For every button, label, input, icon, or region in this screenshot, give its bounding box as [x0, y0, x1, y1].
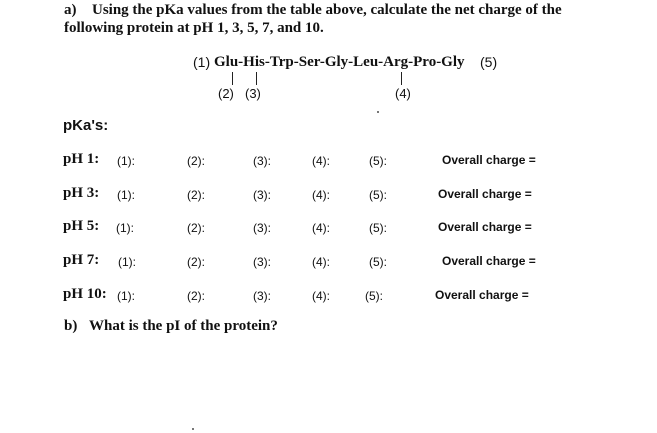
- pka-cell: (4):: [312, 188, 330, 202]
- overall-charge-label: Overall charge =: [442, 254, 536, 268]
- pka-heading: pKa's:: [63, 117, 109, 134]
- peptide-n-terminus-marker: (1): [193, 54, 211, 70]
- pka-cell: (3):: [253, 221, 271, 235]
- question-a-line1: Using the pKa values from the table above, calculate the net charge of the: [92, 2, 562, 18]
- arg-side-chain-tick: [401, 72, 402, 85]
- question-b-text: What is the pI of the protein?: [89, 318, 278, 334]
- pka-cell: (1):: [117, 154, 135, 168]
- pka-cell: (2):: [187, 255, 205, 269]
- peptide-c-terminus-marker: (5): [480, 54, 498, 70]
- stray-dot-bottom: [192, 428, 194, 430]
- side-chain-marker-2: (2): [218, 86, 234, 101]
- pka-cell: (5):: [369, 255, 387, 269]
- question-a-label: a): [64, 2, 77, 18]
- question-a-line2: following protein at pH 1, 3, 5, 7, and 10.: [64, 20, 324, 36]
- ph-label: pH 1:: [63, 151, 100, 167]
- pka-cell: (3):: [253, 289, 271, 303]
- overall-charge-label: Overall charge =: [438, 220, 532, 234]
- pka-cell: (4):: [312, 221, 330, 235]
- pka-cell: (5):: [369, 154, 387, 168]
- stray-dot: [377, 111, 379, 113]
- pka-cell: (2):: [187, 289, 205, 303]
- pka-cell: (5):: [369, 221, 387, 235]
- pka-cell: (3):: [253, 255, 271, 269]
- peptide-sequence: Glu-His-Trp-Ser-Gly-Leu-Arg-Pro-Gly: [214, 54, 465, 70]
- pka-cell: (1):: [117, 188, 135, 202]
- pka-cell: (2):: [187, 154, 205, 168]
- his-side-chain-tick: [256, 72, 257, 85]
- ph-label: pH 5:: [63, 218, 100, 234]
- pka-cell: (1):: [117, 289, 135, 303]
- side-chain-marker-4: (4): [395, 86, 411, 101]
- pka-cell: (1):: [118, 255, 136, 269]
- pka-cell: (4):: [312, 154, 330, 168]
- pka-cell: (4):: [312, 255, 330, 269]
- ph-label: pH 10:: [63, 286, 107, 302]
- question-b-label: b): [64, 318, 78, 334]
- pka-cell: (1):: [116, 221, 134, 235]
- pka-cell: (3):: [253, 154, 271, 168]
- overall-charge-label: Overall charge =: [438, 187, 532, 201]
- pka-cell: (4):: [312, 289, 330, 303]
- overall-charge-label: Overall charge =: [442, 153, 536, 167]
- pka-cell: (5):: [369, 188, 387, 202]
- pka-cell: (2):: [187, 221, 205, 235]
- glu-side-chain-tick: [232, 72, 233, 85]
- ph-label: pH 7:: [63, 252, 100, 268]
- pka-cell: (5):: [365, 289, 383, 303]
- overall-charge-label: Overall charge =: [435, 288, 529, 302]
- side-chain-marker-3: (3): [245, 86, 261, 101]
- pka-cell: (3):: [253, 188, 271, 202]
- ph-label: pH 3:: [63, 185, 100, 201]
- pka-cell: (2):: [187, 188, 205, 202]
